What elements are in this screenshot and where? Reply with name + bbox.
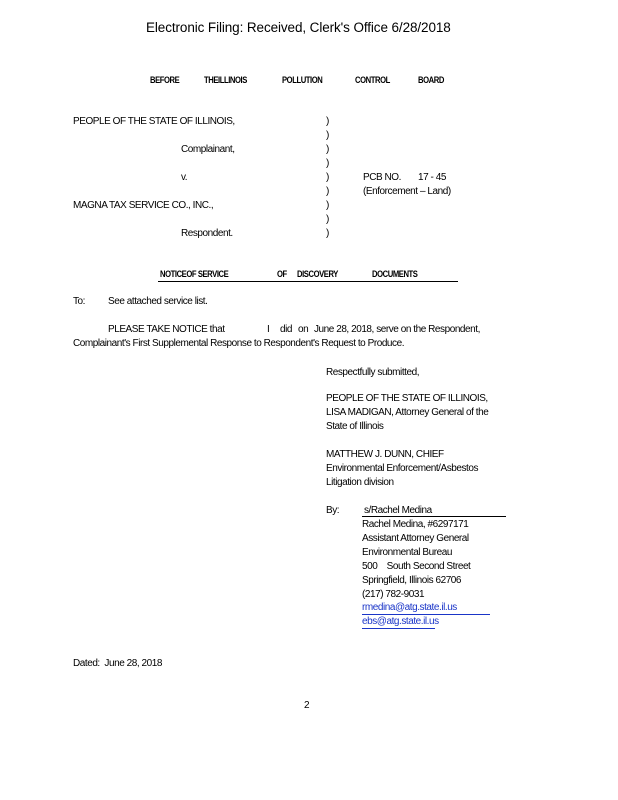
signature-block-line: Rachel Medina, #6297171 [362,519,469,530]
ag-block-line: State of Illinois [326,421,384,432]
signature: s/Rachel Medina [364,505,432,516]
caption-paren: ) [326,200,329,211]
heading-control: CONTROL [355,75,390,85]
case-number: 17 - 45 [418,172,446,183]
notice-title-part: OF [277,269,287,279]
body-text: did [280,324,292,335]
body-text: June 28, 2018, serve on the Respondent, [314,324,480,335]
heading-before: BEFORE [150,75,180,85]
caption-versus: v. [181,172,188,183]
notice-title-part: DOCUMENTS [372,269,418,279]
caption-role-respondent: Respondent. [181,228,233,239]
body-text: Complainant's First Supplemental Response to Respondent's Request to Produce. [73,338,405,349]
to-label: To: [73,296,85,307]
caption-paren: ) [326,172,329,183]
chief-block-line: MATTHEW J. DUNN, CHIEF [326,449,444,460]
ag-block-line: PEOPLE OF THE STATE OF ILLINOIS, [326,393,488,404]
by-label: By: [326,505,340,516]
heading-pollution: POLLUTION [282,75,323,85]
email-underline [362,614,490,615]
signature-block-line: Assistant Attorney General [362,533,469,544]
chief-block-line: Environmental Enforcement/Asbestos [326,463,479,474]
caption-party-complainant: PEOPLE OF THE STATE OF ILLINOIS, [73,116,235,127]
chief-block-line: Litigation division [326,477,394,488]
page-number: 2 [304,700,310,711]
body-text: on [298,324,309,335]
caption-paren: ) [326,130,329,141]
email-underline [362,628,435,629]
ag-block-line: LISA MADIGAN, Attorney General of the [326,407,489,418]
signature-block-line: (217) 782-9031 [362,589,425,600]
closing: Respectfully submitted, [326,367,420,378]
case-type: (Enforcement – Land) [363,186,451,197]
email-link[interactable]: ebs@atg.state.il.us [362,616,439,627]
caption-party-respondent: MAGNA TAX SERVICE CO., INC., [73,200,214,211]
body-text: I [267,324,270,335]
caption-paren: ) [326,158,329,169]
notice-title-part: DISCOVERY [297,269,338,279]
caption-paren: ) [326,144,329,155]
heading-the-illinois: THEILLINOIS [204,75,247,85]
body-text: PLEASE TAKE NOTICE that [108,324,225,335]
caption-paren: ) [326,116,329,127]
signature-block-line: 500 South Second Street [362,561,471,572]
notice-title [158,268,458,282]
notice-title-part: NOTICEOF SERVICE [160,269,229,279]
caption-paren: ) [326,186,329,197]
caption-role-complainant: Complainant, [181,144,235,155]
signature-line [362,503,506,517]
heading-board: BOARD [418,75,444,85]
caption-paren: ) [326,214,329,225]
email-link[interactable]: rmedina@atg.state.il.us [362,602,457,613]
filing-stamp: Electronic Filing: Received, Clerk's Office 6/28/2018 [146,20,451,35]
to-value: See attached service list. [108,296,208,307]
case-number-label: PCB NO. [363,172,401,183]
signature-block-line: Springfield, Illinois 62706 [362,575,462,586]
caption-paren: ) [326,228,329,239]
dated: Dated: June 28, 2018 [73,658,162,669]
signature-block-line: Environmental Bureau [362,547,452,558]
